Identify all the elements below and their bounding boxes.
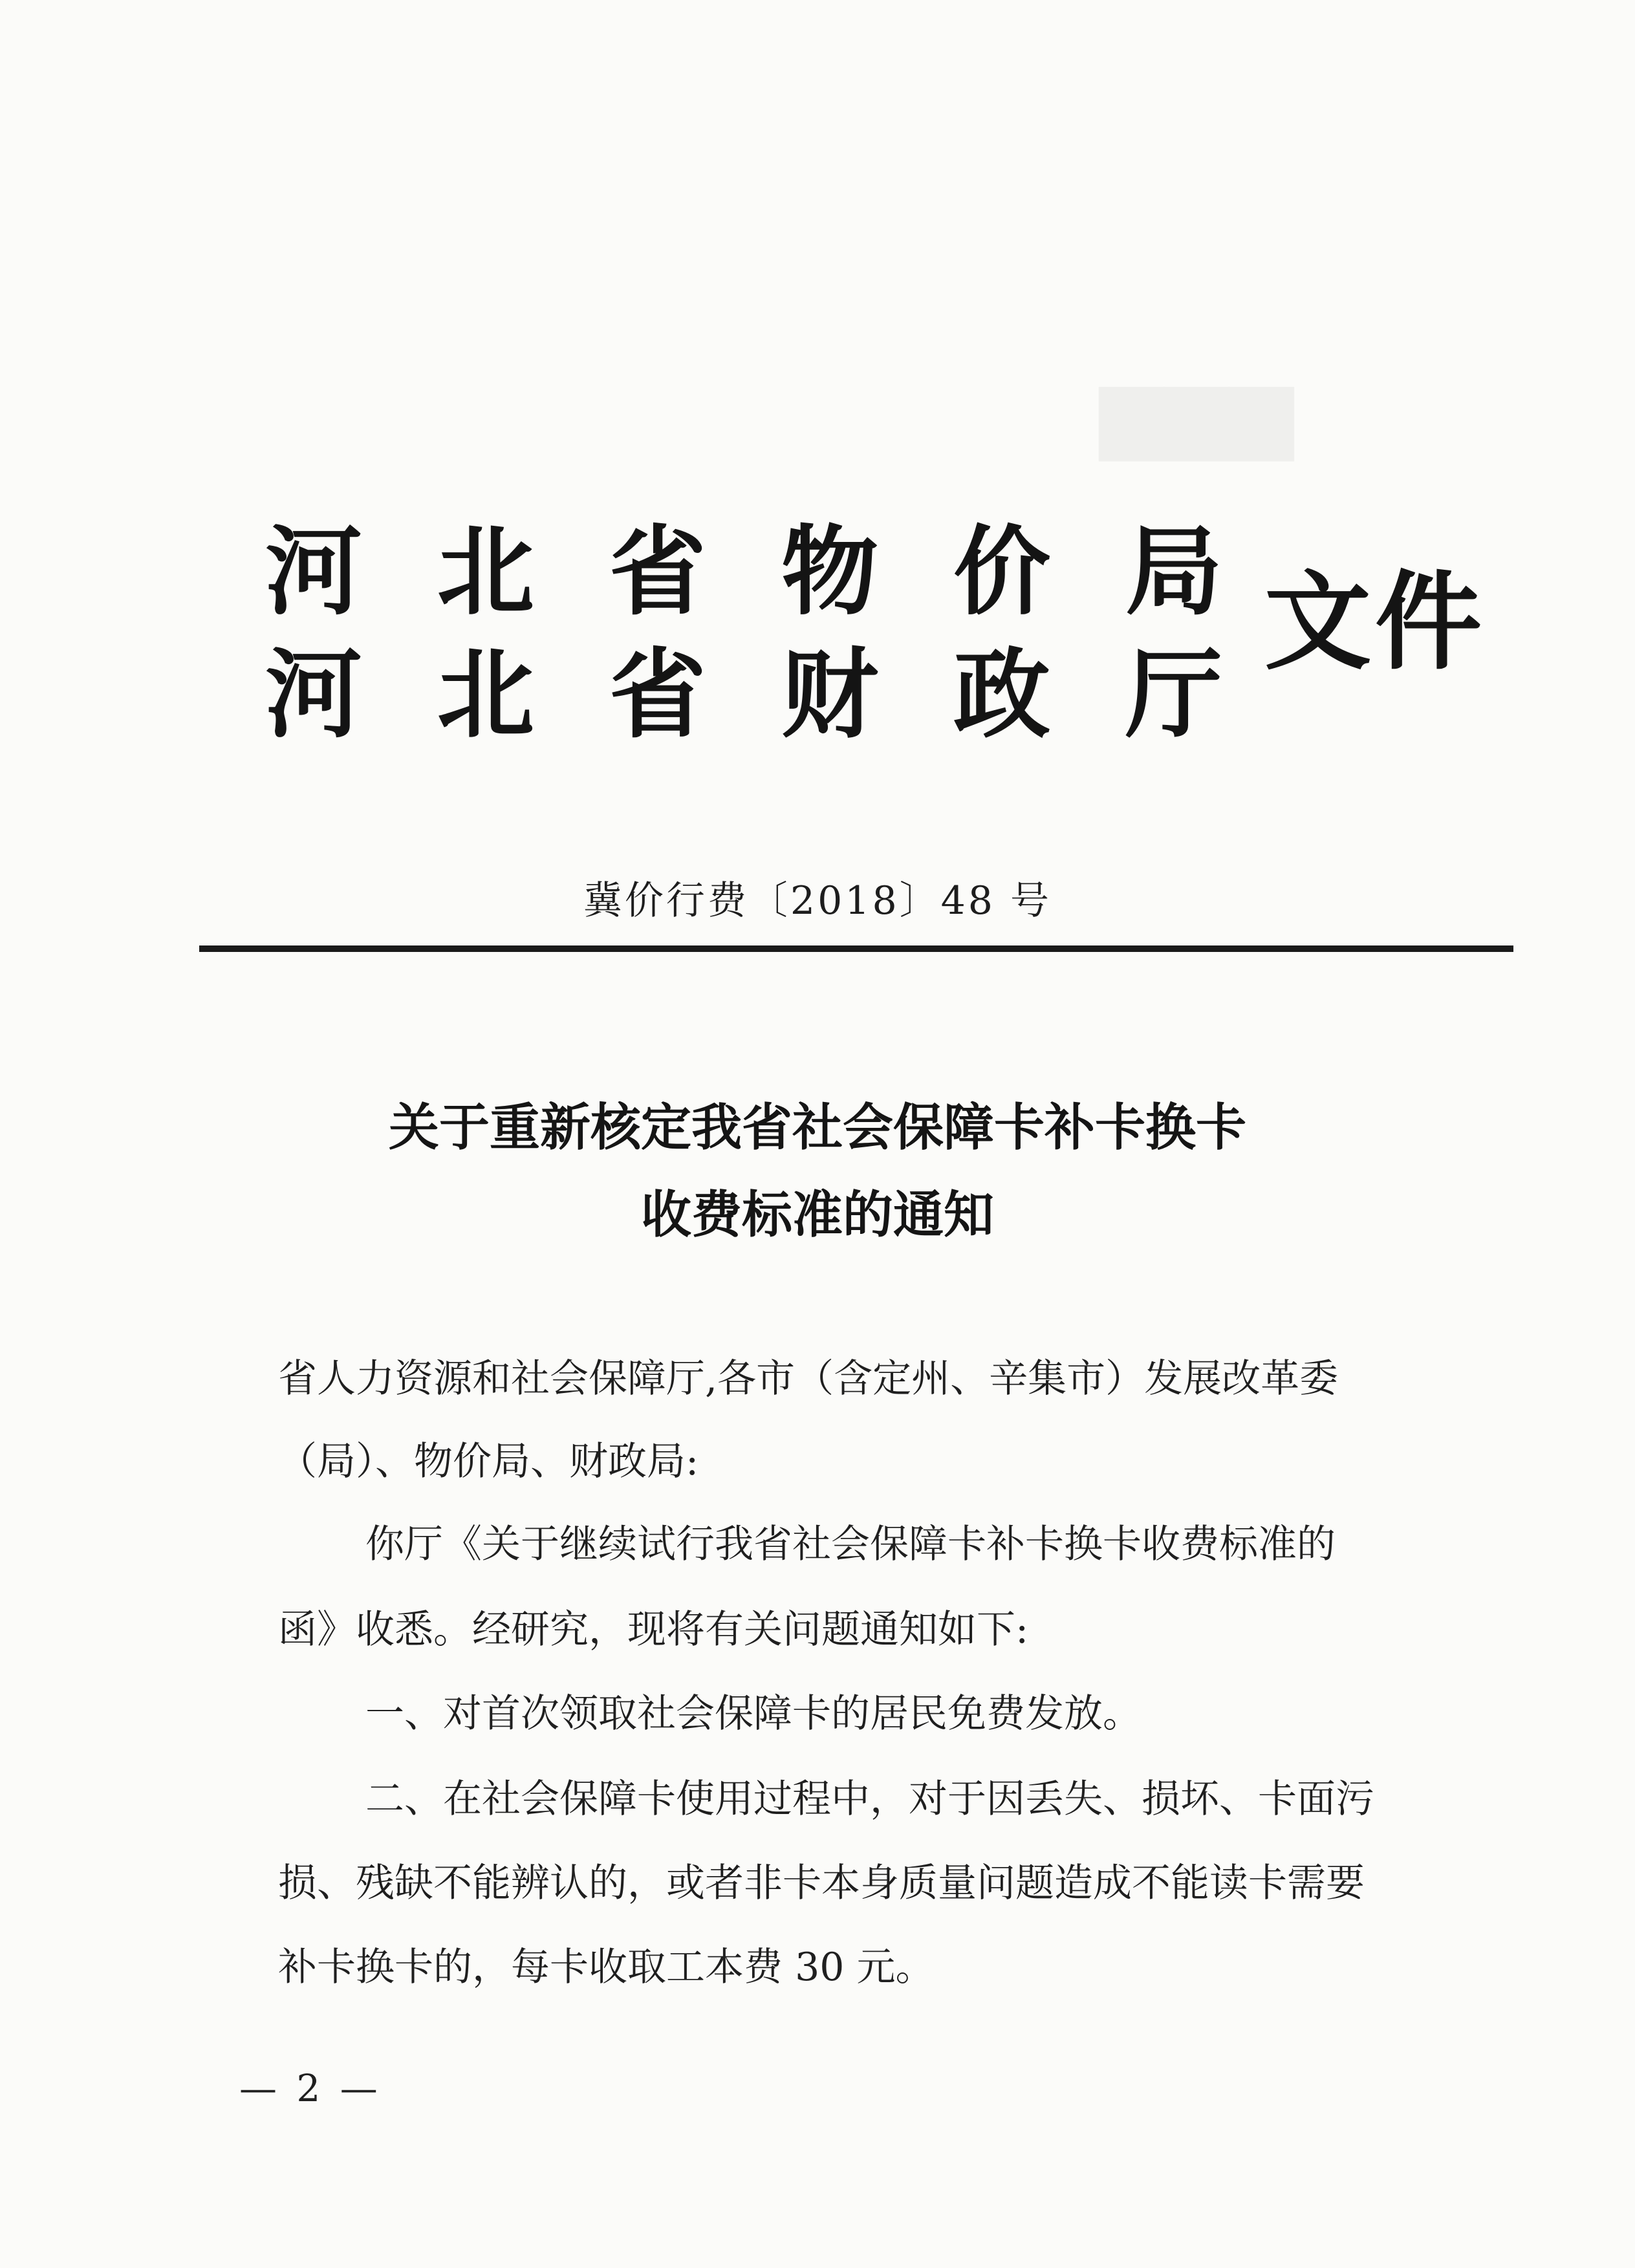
issuing-organizations — [265, 511, 1235, 757]
org-char: 厅 — [1125, 639, 1223, 751]
org-char: 价 — [953, 516, 1051, 629]
recipients-line-2: （局）、物价局、财政局: — [278, 1439, 699, 1484]
org-char: 局 — [1125, 516, 1223, 629]
item-1: 一、对首次领取社会保障卡的居民免费发放。 — [365, 1691, 1142, 1736]
org-char: 河 — [265, 639, 363, 751]
document-title-line-1: 关于重新核定我省社会保障卡补卡换卡 — [388, 1099, 1246, 1157]
page-number: — 2 — — [239, 2066, 382, 2110]
document-number: 冀价行费〔2018〕48 号 — [583, 878, 1052, 923]
paragraph-1-line-1: 你厅《关于继续试行我省社会保障卡补卡换卡收费标准的 — [365, 1522, 1336, 1567]
item-2-line-1: 二、在社会保障卡使用过程中，对于因丢失、损坏、卡面污 — [365, 1777, 1374, 1822]
paragraph-1-line-2: 函》收悉。经研究，现将有关问题通知如下: — [278, 1607, 1029, 1652]
item-2-line-3: 补卡换卡的，每卡收取工本费 30 元。 — [278, 1945, 935, 1990]
org-char: 河 — [265, 516, 363, 629]
recipients-line-1: 省人力资源和社会保障厅,各市（含定州、辛集市）发展改革委 — [278, 1356, 1339, 1401]
org-char: 北 — [437, 516, 535, 629]
org-char: 财 — [781, 639, 879, 751]
org-line-finance-dept — [265, 634, 1222, 757]
org-char: 省 — [609, 639, 707, 751]
header-divider — [199, 945, 1513, 952]
org-char: 政 — [953, 639, 1051, 751]
bleed-through-mark — [1099, 362, 1294, 460]
item-2-line-2: 损、残缺不能辨认的，或者非卡本身质量问题造成不能读卡需要 — [278, 1861, 1365, 1906]
org-char: 北 — [437, 639, 535, 751]
org-line-price-bureau — [265, 511, 1222, 634]
document-suffix: 文件 — [1264, 560, 1486, 684]
org-char: 省 — [609, 516, 707, 629]
org-char: 物 — [781, 516, 879, 629]
document-title-line-2: 收费标准的通知 — [640, 1186, 994, 1244]
